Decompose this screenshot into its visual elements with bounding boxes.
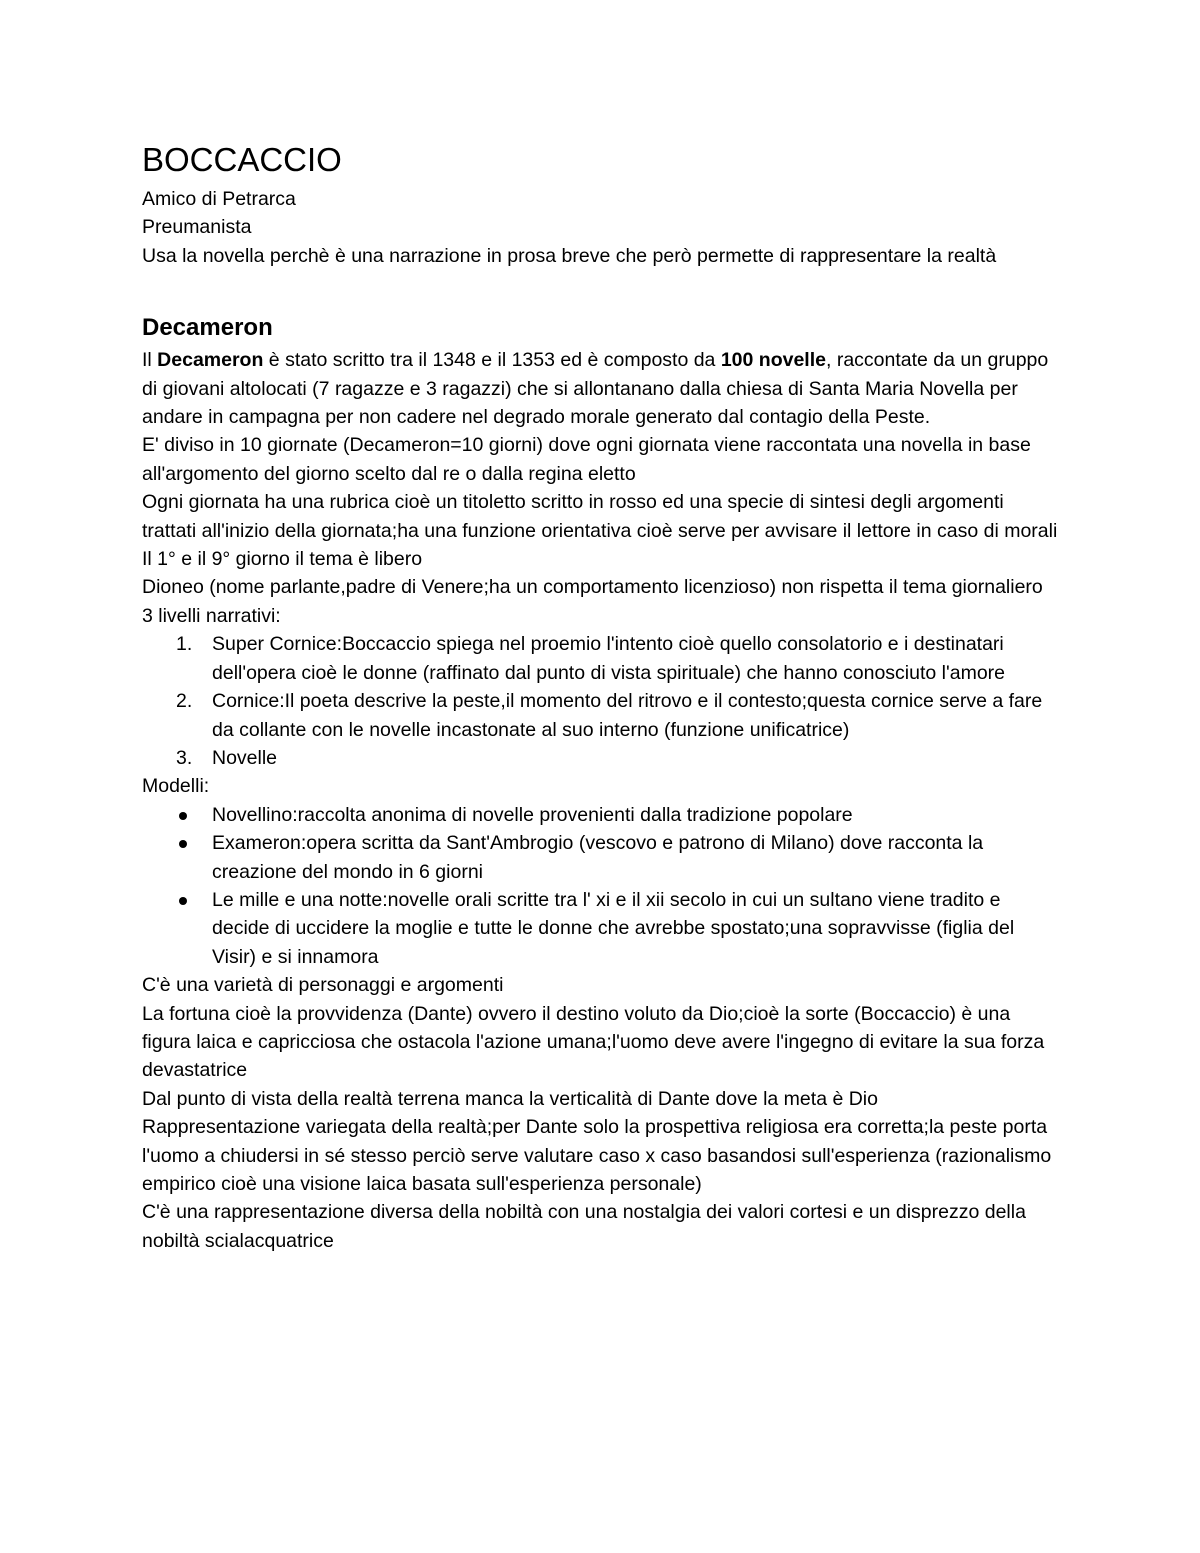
list-number: 2. xyxy=(176,690,193,713)
narrative-levels-list xyxy=(142,630,1062,772)
paragraph-intro xyxy=(142,346,1062,431)
paragraph-text: Il xyxy=(142,349,158,372)
paragraph: Il 1° e il 9° giorno il tema è libero xyxy=(142,548,423,571)
list-number: 3. xyxy=(176,746,193,769)
bullet-icon xyxy=(179,812,187,820)
paragraph: Modelli: xyxy=(142,775,210,798)
section-spacer xyxy=(142,270,1062,312)
list-item-text: Super Cornice:Boccaccio spiega nel proemio l'intento cioè quello consolatorio e i destinatari dell'opera cioè le donne (raffinato dal punto di vista spirituale) che hanno conosciuto l'amore xyxy=(212,633,1005,684)
bullet-icon xyxy=(179,840,187,848)
list-number: 1. xyxy=(176,633,193,656)
paragraph-text: , raccontate da un gruppo di giovani altolocati (7 ragazze e 3 ragazzi) che si allontanano dalla chiesa di Santa Maria Novella per andare in campagna per non cadere nel degrado morale generato dal contagio della Peste. xyxy=(142,349,1049,429)
intro-line: Usa la novella perchè è una narrazione in prosa breve che però permette di rappresentare la realtà xyxy=(142,244,997,267)
document-page xyxy=(142,138,1062,1255)
paragraph: Ogni giornata ha una rubrica cioè un titoletto scritto in rosso ed una specie di sintesi degli argomenti trattati all'inizio della giornata;ha una funzione orientativa cioè serve per avvisare il lettore in caso di morali xyxy=(142,491,1058,542)
paragraph: Dal punto di vista della realtà terrena manca la verticalità di Dante dove la meta è Dio xyxy=(142,1087,878,1110)
paragraph: C'è una rappresentazione diversa della nobiltà con una nostalgia dei valori cortesi e un disprezzo della nobiltà scialacquatrice xyxy=(142,1201,1026,1252)
document-title: BOCCACCIO xyxy=(142,141,342,178)
list-item xyxy=(142,801,1062,829)
list-item xyxy=(142,886,1062,971)
paragraph-text: è stato scritto tra il 1348 e il 1353 ed è composto da xyxy=(263,349,721,372)
list-item-text: Exameron:opera scritta da Sant'Ambrogio (vescovo e patrono di Milano) dove racconta la creazione del mondo in 6 giorni xyxy=(212,832,984,883)
list-item xyxy=(142,687,1062,744)
list-item-text: Novelle xyxy=(212,746,278,769)
models-list xyxy=(142,801,1062,971)
bold-term: 100 novelle xyxy=(720,349,826,372)
paragraph: Dioneo (nome parlante,padre di Venere;ha un comportamento licenzioso) non rispetta il tema giornaliero xyxy=(142,576,1043,599)
list-item xyxy=(142,630,1062,687)
list-item-text: Novellino:raccolta anonima di novelle provenienti dalla tradizione popolare xyxy=(212,803,853,826)
paragraph: La fortuna cioè la provvidenza (Dante) ovvero il destino voluto da Dio;cioè la sorte (Boccaccio) è una figura laica e capricciosa che ostacola l'azione umana;l'uomo deve avere l'ingegno di evitare la sua forza devastatrice xyxy=(142,1002,1045,1082)
list-item-text: Le mille e una notte:novelle orali scritte tra l' xi e il xii secolo in cui un sultano viene tradito e decide di uccidere la moglie e tutte le donne che avrebbe spostato;una sopravvisse (figlia del Visir) e si innamora xyxy=(212,888,1015,968)
intro-line: Preumanista xyxy=(142,216,252,239)
paragraph: Rappresentazione variegata della realtà;per Dante solo la prospettiva religiosa era corretta;la peste porta l'uomo a chiudersi in sé stesso perciò serve valutare caso x caso basandosi sull'esperienza (razionalismo empirico cioè una visione laica basata sull'esperienza personale) xyxy=(142,1116,1052,1195)
paragraph: E' diviso in 10 giornate (Decameron=10 giorni) dove ogni giornata viene raccontata una novella in base all'argomento del giorno scelto dal re o dalla regina eletto xyxy=(142,434,1031,485)
list-item xyxy=(142,829,1062,886)
bold-term: Decameron xyxy=(157,349,264,372)
list-item xyxy=(142,744,1062,772)
bullet-icon xyxy=(179,897,187,905)
list-item-text: Cornice:Il poeta descrive la peste,il momento del ritrovo e il contesto;questa cornice serve a fare da collante con le novelle incastonate al suo interno (funzione unificatrice) xyxy=(212,690,1043,741)
paragraph: C'è una varietà di personaggi e argomenti xyxy=(142,974,504,997)
section-heading: Decameron xyxy=(142,314,273,342)
paragraph: 3 livelli narrativi: xyxy=(142,604,281,627)
intro-line: Amico di Petrarca xyxy=(142,188,296,210)
